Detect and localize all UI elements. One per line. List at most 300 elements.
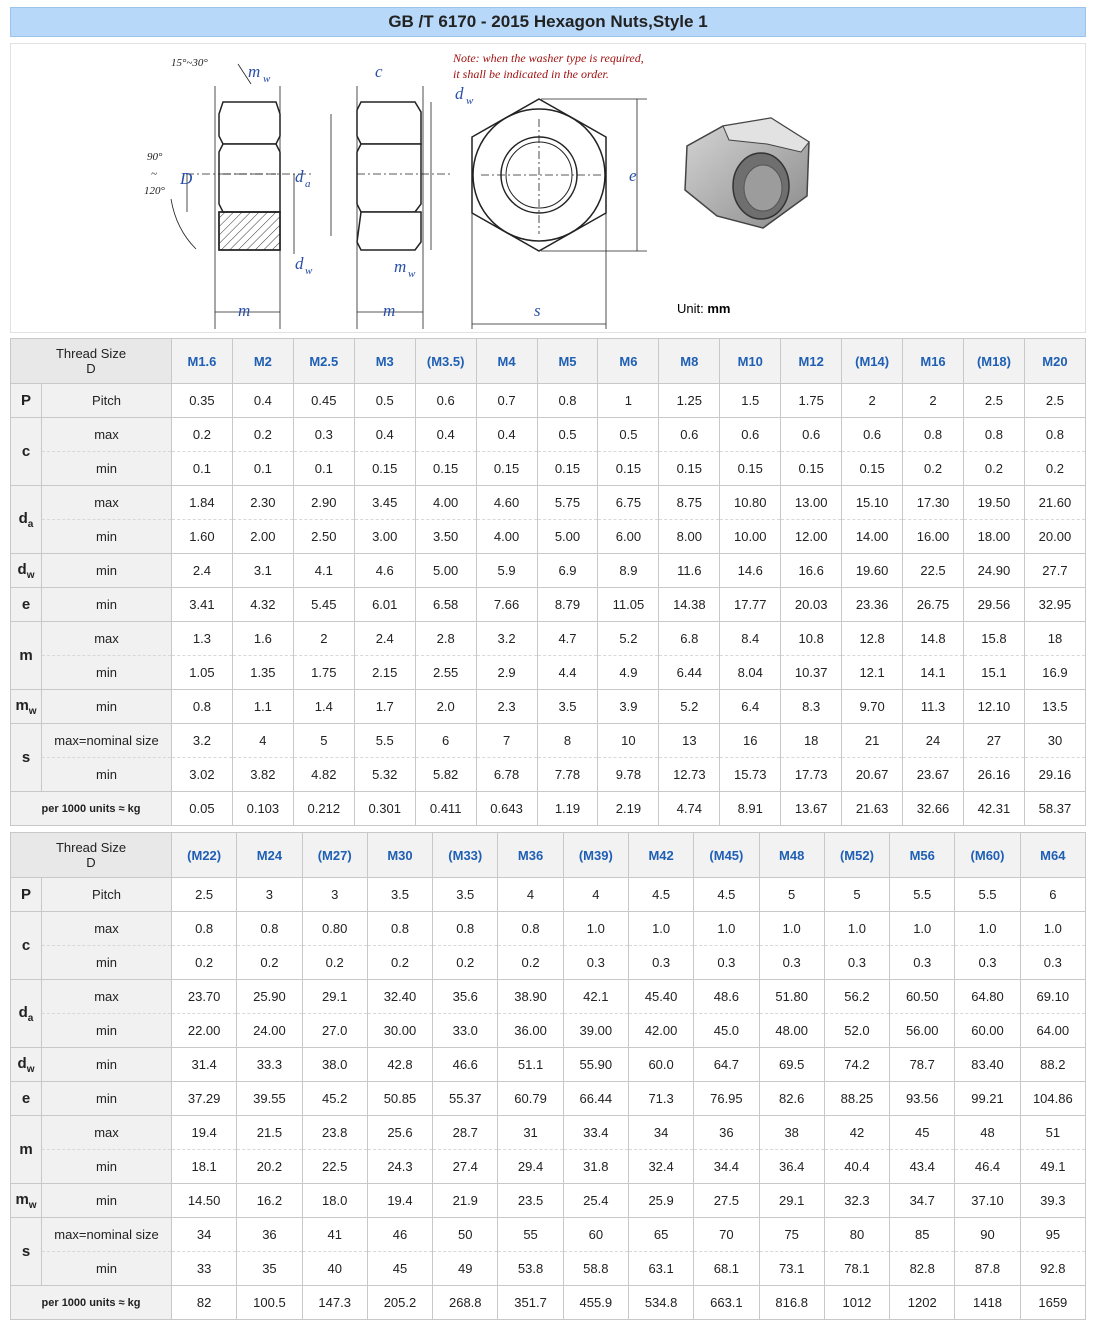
row-label: min [42,1014,172,1048]
value-cell: 14.50 [172,1184,237,1218]
value-cell: 32.95 [1024,588,1085,622]
symbol-cell: s [11,724,42,792]
symbol-cell: $d_w$ [11,1048,42,1082]
value-cell: 19.4 [367,1184,432,1218]
value-cell: 2.0 [415,690,476,724]
value-cell: 13 [659,724,720,758]
size-header: M2.5 [293,339,354,384]
value-cell: 1.7 [354,690,415,724]
value-cell: 0.15 [354,452,415,486]
e-min-row [11,1082,1086,1116]
s-min-row [11,758,1086,792]
value-cell: 3.9 [598,690,659,724]
value-cell: 35.6 [433,980,498,1014]
value-cell: 4.00 [476,520,537,554]
value-cell: 1012 [824,1286,889,1320]
size-header: M6 [598,339,659,384]
top-view [472,99,647,329]
value-cell: 3.2 [172,724,233,758]
value-cell: 11.05 [598,588,659,622]
value-cell: 0.15 [659,452,720,486]
value-cell: 16 [720,724,781,758]
value-cell: 6.78 [476,758,537,792]
value-cell: 0.8 [498,912,563,946]
value-cell: 27.4 [433,1150,498,1184]
value-cell: 21.9 [433,1184,498,1218]
value-cell: 29.1 [302,980,367,1014]
value-cell: 10.37 [781,656,842,690]
size-header: (M3.5) [415,339,476,384]
thread-size-header: Thread Size D [11,833,172,878]
row-label: min [42,1082,172,1116]
value-cell: 6.4 [720,690,781,724]
value-cell: 32.66 [903,792,964,826]
value-cell: 6 [1020,878,1085,912]
symbol-cell: s [11,1218,42,1286]
svg-text:m: m [383,301,396,320]
value-cell: 88.2 [1020,1048,1085,1082]
washer-note: Note: when the washer type is required, it shall be indicated in the order. [453,51,644,81]
value-cell: 1 [598,384,659,418]
value-cell: 5.00 [537,520,598,554]
value-cell: 11.3 [903,690,964,724]
value-cell: 39.3 [1020,1184,1085,1218]
row-label: min [42,1048,172,1082]
m-max-row [11,1116,1086,1150]
value-cell: 16.6 [781,554,842,588]
value-cell: 19.4 [172,1116,237,1150]
size-header: M30 [367,833,432,878]
value-cell: 34 [172,1218,237,1252]
value-cell: 24 [903,724,964,758]
size-header: M24 [237,833,302,878]
value-cell: 4 [232,724,293,758]
size-header: M10 [720,339,781,384]
value-cell: 16.00 [903,520,964,554]
value-cell: 99.21 [955,1082,1020,1116]
value-cell: 2.5 [172,878,237,912]
value-cell: 88.25 [824,1082,889,1116]
value-cell: 27.0 [302,1014,367,1048]
value-cell: 14.38 [659,588,720,622]
value-cell: 5.00 [415,554,476,588]
dw-min-row [11,554,1086,588]
value-cell: 18 [1024,622,1085,656]
value-cell: 16.9 [1024,656,1085,690]
size-header: (M18) [963,339,1024,384]
weight-row [11,792,1086,826]
value-cell: 0.15 [415,452,476,486]
value-cell: 34 [628,1116,693,1150]
value-cell: 42.00 [628,1014,693,1048]
symbol-cell: $d_a$ [11,980,42,1048]
row-label: max=nominal size [42,1218,172,1252]
value-cell: 4.32 [232,588,293,622]
value-cell: 60.79 [498,1082,563,1116]
value-cell: 21.60 [1024,486,1085,520]
value-cell: 56.2 [824,980,889,1014]
value-cell: 2.5 [1024,384,1085,418]
value-cell: 46 [367,1218,432,1252]
value-cell: 12.8 [842,622,903,656]
value-cell: 24.00 [237,1014,302,1048]
value-cell: 6.9 [537,554,598,588]
value-cell: 0.8 [433,912,498,946]
value-cell: 7.78 [537,758,598,792]
value-cell: 5.75 [537,486,598,520]
value-cell: 46.6 [433,1048,498,1082]
s-max-row [11,1218,1086,1252]
value-cell: 60 [563,1218,628,1252]
symbol-cell: P [11,384,42,418]
row-label: min [42,588,172,622]
symbol-cell: c [11,418,42,486]
value-cell: 32.3 [824,1184,889,1218]
value-cell: 205.2 [367,1286,432,1320]
value-cell: 1.3 [172,622,233,656]
unit-label: Unit: mm [677,301,731,316]
value-cell: 63.1 [628,1252,693,1286]
value-cell: 19.50 [963,486,1024,520]
value-cell: 5.82 [415,758,476,792]
mw-min-row [11,1184,1086,1218]
value-cell: 35 [237,1252,302,1286]
value-cell: 42.1 [563,980,628,1014]
value-cell: 455.9 [563,1286,628,1320]
da-max-row [11,486,1086,520]
value-cell: 12.00 [781,520,842,554]
row-label: min [42,452,172,486]
page-title: GB /T 6170 - 2015 Hexagon Nuts,Style 1 [10,7,1086,37]
value-cell: 4 [563,878,628,912]
header-row [11,833,1086,878]
value-cell: 60.0 [628,1048,693,1082]
row-label: min [42,1184,172,1218]
value-cell: 53.8 [498,1252,563,1286]
value-cell: 5.2 [598,622,659,656]
value-cell: 6.44 [659,656,720,690]
value-cell: 1.05 [172,656,233,690]
value-cell: 0.8 [237,912,302,946]
value-cell: 0.6 [781,418,842,452]
value-cell: 69.10 [1020,980,1085,1014]
value-cell: 22.5 [903,554,964,588]
value-cell: 23.70 [172,980,237,1014]
value-cell: 26.75 [903,588,964,622]
svg-text:d: d [455,84,464,103]
value-cell: 2.5 [963,384,1024,418]
value-cell: 1.0 [563,912,628,946]
value-cell: 1.60 [172,520,233,554]
value-cell: 15.1 [963,656,1024,690]
symbol-cell: e [11,588,42,622]
m-min-row [11,656,1086,690]
value-cell: 8.75 [659,486,720,520]
value-cell: 1.75 [781,384,842,418]
value-cell: 6.58 [415,588,476,622]
value-cell: 0.6 [415,384,476,418]
value-cell: 31 [498,1116,563,1150]
value-cell: 1.84 [172,486,233,520]
value-cell: 51 [1020,1116,1085,1150]
value-cell: 8.79 [537,588,598,622]
value-cell: 75 [759,1218,824,1252]
section-view [171,64,311,329]
value-cell: 23.5 [498,1184,563,1218]
value-cell: 64.7 [694,1048,759,1082]
value-cell: 104.86 [1020,1082,1085,1116]
value-cell: 5.32 [354,758,415,792]
value-cell: 40 [302,1252,367,1286]
size-header: M2 [232,339,293,384]
row-label: min [42,1252,172,1286]
value-cell: 20.67 [842,758,903,792]
value-cell: 15.73 [720,758,781,792]
value-cell: 0.6 [842,418,903,452]
value-cell: 3.82 [232,758,293,792]
value-cell: 0.3 [890,946,955,980]
value-cell: 2 [293,622,354,656]
size-header: (M14) [842,339,903,384]
value-cell: 82 [172,1286,237,1320]
value-cell: 36.4 [759,1150,824,1184]
value-cell: 14.6 [720,554,781,588]
value-cell: 12.10 [963,690,1024,724]
row-label: Pitch [42,878,172,912]
weight-row [11,1286,1086,1320]
value-cell: 0.15 [537,452,598,486]
value-cell: 8.91 [720,792,781,826]
value-cell: 5.9 [476,554,537,588]
value-cell: 1.0 [824,912,889,946]
value-cell: 2.9 [476,656,537,690]
value-cell: 3.1 [232,554,293,588]
value-cell: 4 [498,878,563,912]
value-cell: 25.90 [237,980,302,1014]
value-cell: 0.80 [302,912,367,946]
value-cell: 6.00 [598,520,659,554]
value-cell: 4.74 [659,792,720,826]
svg-text:w: w [408,268,416,280]
m-min-row [11,1150,1086,1184]
da-min-row [11,520,1086,554]
value-cell: 64.00 [1020,1014,1085,1048]
symbol-cell: $d_a$ [11,486,42,554]
value-cell: 0.411 [415,792,476,826]
value-cell: 23.8 [302,1116,367,1150]
value-cell: 11.6 [659,554,720,588]
value-cell: 31.8 [563,1150,628,1184]
value-cell: 13.5 [1024,690,1085,724]
value-cell: 3.41 [172,588,233,622]
spec-table-2 [10,832,1086,1320]
value-cell: 0.6 [659,418,720,452]
value-cell: 20.03 [781,588,842,622]
value-cell: 56.00 [890,1014,955,1048]
row-label: min [42,656,172,690]
dw-min-row [11,1048,1086,1082]
value-cell: 0.7 [476,384,537,418]
value-cell: 27.5 [694,1184,759,1218]
value-cell: 30.00 [367,1014,432,1048]
value-cell: 34.7 [890,1184,955,1218]
value-cell: 5.2 [659,690,720,724]
value-cell: 1.0 [890,912,955,946]
value-cell: 8.00 [659,520,720,554]
svg-text:~: ~ [151,168,157,180]
value-cell: 93.56 [890,1082,955,1116]
value-cell: 42.8 [367,1048,432,1082]
value-cell: 0.6 [720,418,781,452]
value-cell: 147.3 [302,1286,367,1320]
svg-text:120°: 120° [144,185,165,197]
value-cell: 18 [781,724,842,758]
value-cell: 1.4 [293,690,354,724]
value-cell: 268.8 [433,1286,498,1320]
size-header: M3 [354,339,415,384]
pitch-row [11,878,1086,912]
header-row [11,339,1086,384]
row-label: max [42,622,172,656]
value-cell: 0.2 [367,946,432,980]
value-cell: 0.3 [955,946,1020,980]
value-cell: 24.90 [963,554,1024,588]
value-cell: 45 [890,1116,955,1150]
value-cell: 13.00 [781,486,842,520]
value-cell: 27.7 [1024,554,1085,588]
value-cell: 87.8 [955,1252,1020,1286]
value-cell: 0.643 [476,792,537,826]
value-cell: 14.1 [903,656,964,690]
c-max-row [11,418,1086,452]
value-cell: 0.301 [354,792,415,826]
value-cell: 92.8 [1020,1252,1085,1286]
value-cell: 45 [367,1252,432,1286]
symbol-cell: $m_w$ [11,690,42,724]
value-cell: 82.8 [890,1252,955,1286]
value-cell: 6.01 [354,588,415,622]
row-label: max [42,418,172,452]
value-cell: 4.1 [293,554,354,588]
value-cell: 0.3 [563,946,628,980]
da-min-row [11,1014,1086,1048]
value-cell: 27 [963,724,1024,758]
value-cell: 49.1 [1020,1150,1085,1184]
value-cell: 18.0 [302,1184,367,1218]
value-cell: 4.60 [476,486,537,520]
value-cell: 29.16 [1024,758,1085,792]
s-max-row [11,724,1086,758]
row-label: max [42,486,172,520]
value-cell: 50 [433,1218,498,1252]
value-cell: 17.73 [781,758,842,792]
row-label: min [42,758,172,792]
value-cell: 0.2 [963,452,1024,486]
symbol-cell: c [11,912,42,980]
value-cell: 18.1 [172,1150,237,1184]
value-cell: 0.8 [172,690,233,724]
value-cell: 1.19 [537,792,598,826]
value-cell: 6.8 [659,622,720,656]
svg-text:s: s [534,301,541,320]
row-label: Pitch [42,384,172,418]
row-label: max [42,912,172,946]
value-cell: 95 [1020,1218,1085,1252]
value-cell: 25.6 [367,1116,432,1150]
value-cell: 3 [237,878,302,912]
value-cell: 26.16 [963,758,1024,792]
value-cell: 0.15 [720,452,781,486]
value-cell: 0.3 [694,946,759,980]
c-min-row [11,452,1086,486]
value-cell: 7.66 [476,588,537,622]
value-cell: 4.5 [694,878,759,912]
value-cell: 32.4 [628,1150,693,1184]
value-cell: 5 [824,878,889,912]
value-cell: 2.4 [354,622,415,656]
value-cell: 46.4 [955,1150,1020,1184]
value-cell: 4.7 [537,622,598,656]
size-header: M5 [537,339,598,384]
value-cell: 25.4 [563,1184,628,1218]
value-cell: 2.19 [598,792,659,826]
value-cell: 55.90 [563,1048,628,1082]
value-cell: 16.2 [237,1184,302,1218]
value-cell: 6 [415,724,476,758]
value-cell: 100.5 [237,1286,302,1320]
value-cell: 5.5 [955,878,1020,912]
e-min-row [11,588,1086,622]
value-cell: 8.9 [598,554,659,588]
value-cell: 51.1 [498,1048,563,1082]
row-label: max [42,1116,172,1150]
value-cell: 2.00 [232,520,293,554]
value-cell: 2.50 [293,520,354,554]
value-cell: 55.37 [433,1082,498,1116]
value-cell: 0.1 [232,452,293,486]
value-cell: 83.40 [955,1048,1020,1082]
row-label: min [42,1150,172,1184]
svg-text:90°: 90° [147,151,163,163]
value-cell: 19.60 [842,554,903,588]
value-cell: 70 [694,1218,759,1252]
svg-text:e: e [629,166,637,185]
technical-drawing [10,43,1086,333]
value-cell: 1.0 [1020,912,1085,946]
value-cell: 15.8 [963,622,1024,656]
value-cell: 76.95 [694,1082,759,1116]
value-cell: 23.36 [842,588,903,622]
value-cell: 71.3 [628,1082,693,1116]
value-cell: 85 [890,1218,955,1252]
value-cell: 0.2 [302,946,367,980]
svg-text:d: d [295,167,304,186]
value-cell: 0.15 [781,452,842,486]
value-cell: 0.1 [293,452,354,486]
value-cell: 10.00 [720,520,781,554]
value-cell: 20.2 [237,1150,302,1184]
size-header: M4 [476,339,537,384]
value-cell: 1.5 [720,384,781,418]
value-cell: 3 [302,878,367,912]
value-cell: 9.78 [598,758,659,792]
value-cell: 6.75 [598,486,659,520]
value-cell: 39.00 [563,1014,628,1048]
value-cell: 14.00 [842,520,903,554]
value-cell: 3.5 [367,878,432,912]
svg-text:a: a [305,178,311,190]
value-cell: 0.8 [172,912,237,946]
